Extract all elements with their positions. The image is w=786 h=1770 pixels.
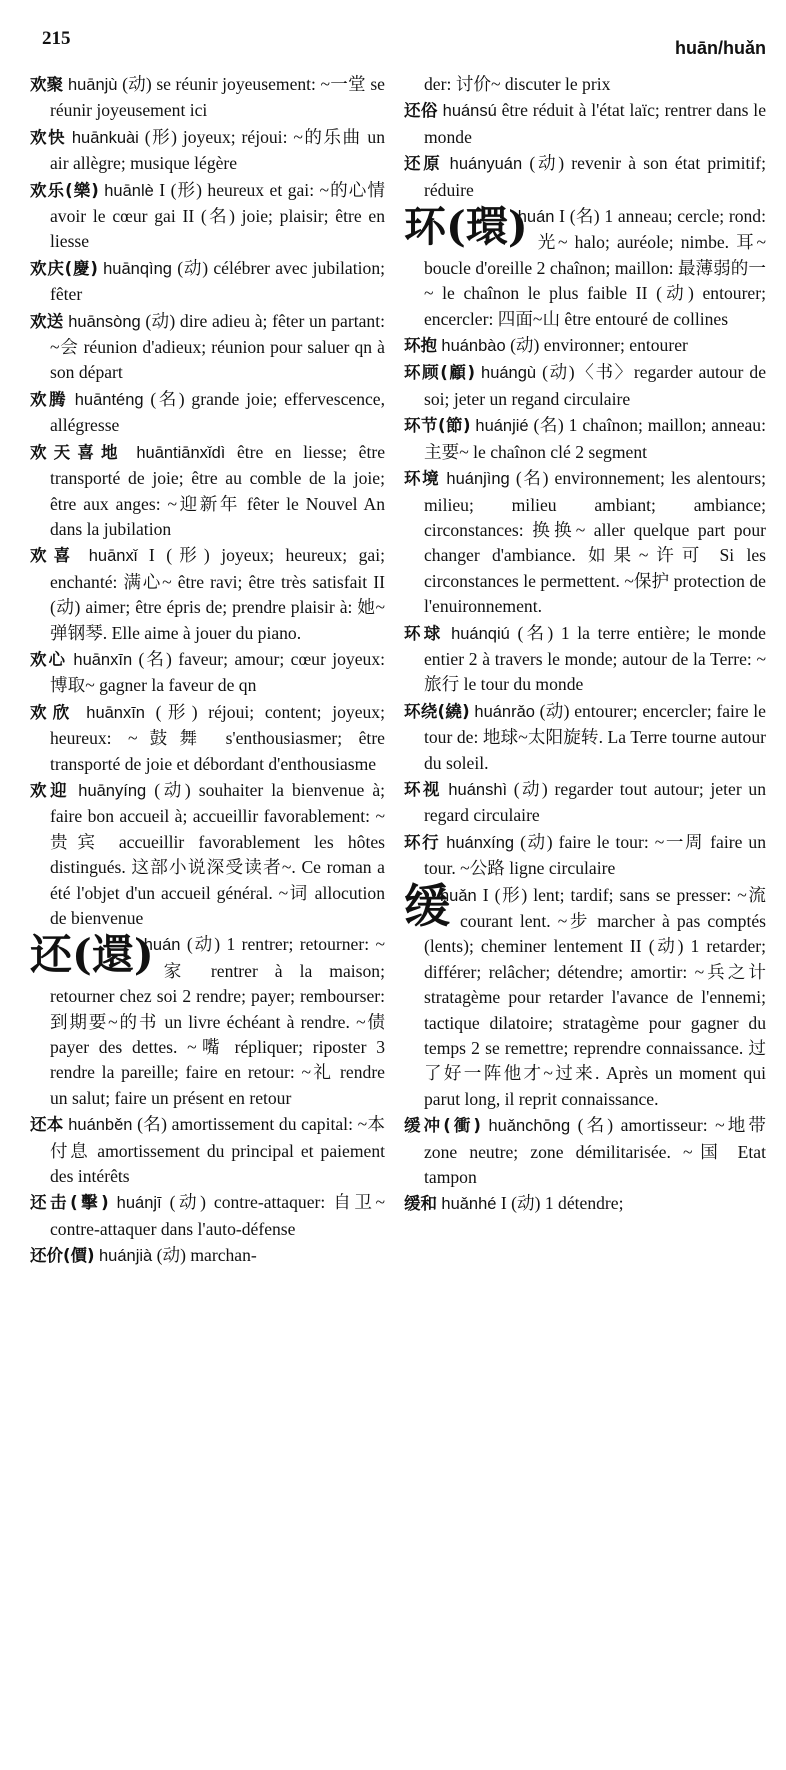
dictionary-entry [404, 777, 766, 829]
entry-pinyin: huánsú [442, 102, 497, 121]
entry-headword: 环行 [404, 832, 441, 852]
entry-pinyin: huānxīn [73, 650, 133, 669]
entry-headword: 欢天喜地 [30, 442, 125, 462]
entry-pinyin: huánjié [475, 417, 529, 436]
dictionary-entry [404, 466, 766, 619]
entry-pinyin: huánběn [68, 1116, 133, 1135]
dictionary-entry [404, 98, 766, 150]
entry-definition: être réduit à l'état laïc; rentrer dans le monde [424, 100, 767, 147]
entry-pinyin: huānsòng [68, 312, 141, 331]
dictionary-entry [30, 72, 385, 124]
entry-headword: 还(還) [30, 930, 154, 980]
entry-pinyin: huǎn [440, 886, 477, 905]
entry-definition: (动) faire le tour: ~一周 faire un tour. ~公路 ligne circulaire [424, 831, 766, 879]
page-number: 215 [42, 28, 71, 49]
dictionary-entry [30, 178, 385, 255]
entry-pinyin: huányuán [449, 155, 523, 174]
dictionary-entry [30, 543, 385, 646]
running-head: huān/huǎn [675, 38, 766, 58]
entry-pinyin: huānkuài [71, 128, 139, 147]
entry-definition: (名) 1 chaînon; maillon; anneau: 主要~ le chaînon clé 2 segment [424, 415, 766, 462]
dictionary-entry [404, 830, 766, 882]
entry-pinyin: huán [143, 936, 181, 955]
dictionary-entry [404, 699, 766, 776]
entry-definition: (形) joyeux; réjoui: ~的乐曲 un air allègre; musique légère [50, 126, 386, 174]
entry-headword: 环节(節) [404, 416, 471, 436]
entry-headword: 欢送 [30, 311, 64, 331]
entry-pinyin: huángù [481, 364, 537, 383]
entry-headword: 欢心 [30, 649, 67, 669]
entry-definition: (动) environner; entourer [510, 335, 688, 356]
entry-definition: (动) entourer; encercler; faire le tour de: 地球~太阳旋转. La Terre tourne autour du soleil. [424, 700, 766, 773]
entry-pinyin: huánjià [99, 1247, 153, 1266]
dictionary-entry [30, 440, 385, 543]
dictionary-entry [30, 932, 385, 1111]
entry-headword: 还价(價) [30, 1246, 95, 1266]
dictionary-entry [404, 151, 766, 203]
entry-headword: 环(環) [404, 202, 528, 252]
entry-headword: 环绕(繞) [404, 701, 470, 721]
entry-headword: 缓冲(衝) [404, 1116, 481, 1136]
entry-pinyin: huánjī [116, 1194, 162, 1213]
entry-definition: (动) revenir à son état primitif; réduire [424, 153, 767, 200]
entry-pinyin: huānjù [67, 76, 118, 94]
entry-definition: (动) contre-attaquer: 自卫~ contre-attaquer dans l'auto-défense [50, 1192, 385, 1239]
entry-definition: der: 讨价~ discuter le prix [424, 74, 611, 94]
dictionary-entry [30, 256, 385, 308]
entry-headword: 欢庆(慶) [30, 258, 98, 278]
entry-headword: 还本 [30, 1115, 64, 1135]
entry-definition: I (动) 1 détendre; [500, 1193, 624, 1214]
entry-headword: 缓 [404, 878, 450, 933]
dictionary-entry [30, 700, 385, 777]
entry-headword: 欢乐(樂) [30, 180, 99, 200]
entry-pinyin: huánjìng [446, 470, 510, 489]
entry-definition: (动) célébrer avec jubilation; fêter [50, 257, 386, 305]
entry-pinyin: huánbào [441, 337, 506, 356]
entry-pinyin: huāntiānxǐdì [136, 443, 226, 462]
dictionary-entry [404, 878, 766, 1113]
entry-pinyin: huánrǎo [474, 702, 535, 721]
dictionary-entry [404, 621, 766, 698]
dictionary-entry [30, 1190, 385, 1242]
entry-definition: I (形) heureux et gai: ~的心情 avoir le cœur gai II (名) joie; plaisir; être en liesse [50, 179, 385, 252]
left-column [30, 72, 385, 1750]
entry-definition: (形) réjoui; content; joyeux; heureux: ~鼓舞 s'enthousiasmer; être transporté de joie et débordant d'enthousiasme [50, 701, 385, 774]
entry-headword: 环视 [404, 779, 442, 799]
entry-definition: (动) 1 rentrer; retourner: ~家 rentrer à la maison; retourner chez soi 2 rendre; payer; rembourser: 到期要~的书 un livre échéant à rendre. ~债 payer des dettes. ~嘴 répliquer; riposter 3 rendre la pareille; faire en retour: ~礼 rendre un salut; faire un présent en retour [50, 934, 385, 1108]
entry-definition: être en liesse; être transporté de joie; être au comble de la joie; être aux anges: ~迎新年 fêter le Nouvel An dans la jubilation [50, 441, 386, 539]
dictionary-entry [404, 333, 766, 359]
entry-definition: (动) marchan- [156, 1245, 257, 1266]
entry-headword: 还俗 [404, 101, 438, 121]
entry-pinyin: huǎnchōng [488, 1117, 571, 1136]
entry-pinyin: huānyíng [78, 781, 147, 800]
entry-headword: 欢聚 [30, 75, 64, 94]
entry-pinyin: huǎnhé [441, 1195, 497, 1214]
entry-headword: 环抱 [404, 336, 437, 356]
entry-headword: 欢腾 [30, 389, 68, 409]
entry-pinyin: huānxīn [86, 703, 145, 722]
right-column [404, 72, 766, 1750]
entry-definition: (动) dire adieu à; fêter un partant: ~会 réunion d'adieux; réunion pour saluer qn à son départ [50, 310, 385, 383]
entry-definition: (动) souhaiter la bienvenue à; faire bon accueil à; accueillir favorablement: ~贵宾 accueillir favorablement les hôtes distingués. 这部小说深受读者~. Ce roman a été l'objet d'un accueil général. ~词 allocution de bienvenue [50, 779, 386, 928]
entry-definition: (名) environnement; les alentours; milieu; milieu ambiant; ambiance; circonstances: 换换~ aller quelque part pour changer d'ambiance. 如果~许可 Si les circonstances le permettent. ~保护 protection de l'enuironnement. [424, 468, 766, 617]
dictionary-entry [30, 125, 385, 177]
entry-definition: (动) regarder tout autour; jeter un regard circulaire [424, 778, 766, 826]
entry-definition: I (形) lent; tardif; sans se presser: ~流 courant lent. ~步 marcher à pas comptés (lents); cheminer lentement II (动) 1 retarder; différer; relâcher; détendre; amortir: ~兵之计 stratagème pour retarder l'avance de l'ennemi; tactique dilatoire; stratagème pour gagner du temps 2 se remettre; reprendre connaissance. 过了好一阵他才~过来. Après un moment qui parut long, il reprit connaissance. [424, 884, 766, 1109]
entry-definition: (名) grande joie; effervescence, allégresse [50, 388, 386, 436]
dictionary-entry [30, 778, 385, 931]
dictionary-entry [404, 360, 766, 412]
dictionary-entry [404, 413, 766, 465]
entry-definition: (名) 1 la terre entière; le monde entier 2 à travers le monde; autour de la Terre: ~旅行 le tour du monde [424, 622, 766, 695]
entry-headword: 环境 [404, 469, 441, 489]
entry-definition: (名) faveur; amour; cœur joyeux: 博取~ gagner la faveur de qn [50, 648, 386, 696]
dictionary-entry [404, 204, 766, 332]
entry-headword: 欢快 [30, 127, 66, 147]
entry-pinyin: huānténg [74, 390, 144, 409]
entry-definition: I (名) 1 anneau; cercle; rond: 光~ halo; auréole; nimbe. 耳~ boucle d'oreille 2 chaînon; maillon: 最薄弱的一~ le chaînon le plus faible II (动) entourer; encercler: 四面~山 être entouré de collines [424, 206, 766, 329]
dictionary-entry [404, 1191, 766, 1217]
entry-definition: (动) se réunir joyeusement: ~一堂 se réunir joyeusement ici [50, 74, 385, 121]
entry-pinyin: huánqiú [451, 624, 510, 643]
entry-headword: 欢迎 [30, 780, 71, 800]
entry-pinyin: huánshì [448, 780, 508, 799]
entry-headword: 还击(擊) [30, 1193, 109, 1213]
entry-headword: 环顾(顧) [404, 363, 476, 383]
dictionary-entry [30, 1112, 385, 1189]
entry-pinyin: huānxǐ [88, 547, 138, 566]
entry-pinyin: huānqìng [103, 259, 172, 278]
entry-pinyin: huānlè [104, 181, 154, 200]
entry-definition: (名) amortissement du capital: ~本付息 amortissement du principal et paiement des intérêts [50, 1114, 386, 1187]
entry-definition: (动)〈书〉regarder autour de soi; jeter un regand circulaire [424, 362, 766, 409]
entry-headword: 环球 [404, 623, 444, 643]
entry-definition: (名) amortisseur: ~地带 zone neutre; zone démilitarisée. ~国 Etat tampon [424, 1115, 766, 1188]
entry-headword: 欢欣 [30, 702, 76, 722]
dictionary-entry [404, 1113, 766, 1190]
dictionary-entry [30, 309, 385, 386]
dictionary-entry [30, 387, 385, 439]
dictionary-entry [404, 72, 766, 97]
dictionary-entry [30, 647, 385, 699]
entry-headword: 缓和 [404, 1194, 437, 1214]
entry-headword: 欢喜 [30, 546, 78, 566]
entry-definition: I (形) joyeux; heureux; gai; enchanté: 满心~ être ravi; être très satisfait II (动) aimer; être épris de; prendre plaisir à: 她~弹钢琴. Elle aime à jouer du piano. [50, 545, 385, 643]
entry-pinyin: huánxíng [446, 833, 515, 852]
dictionary-entry [30, 1243, 385, 1269]
entry-headword: 还原 [404, 154, 443, 174]
entry-pinyin: huán [517, 208, 555, 227]
